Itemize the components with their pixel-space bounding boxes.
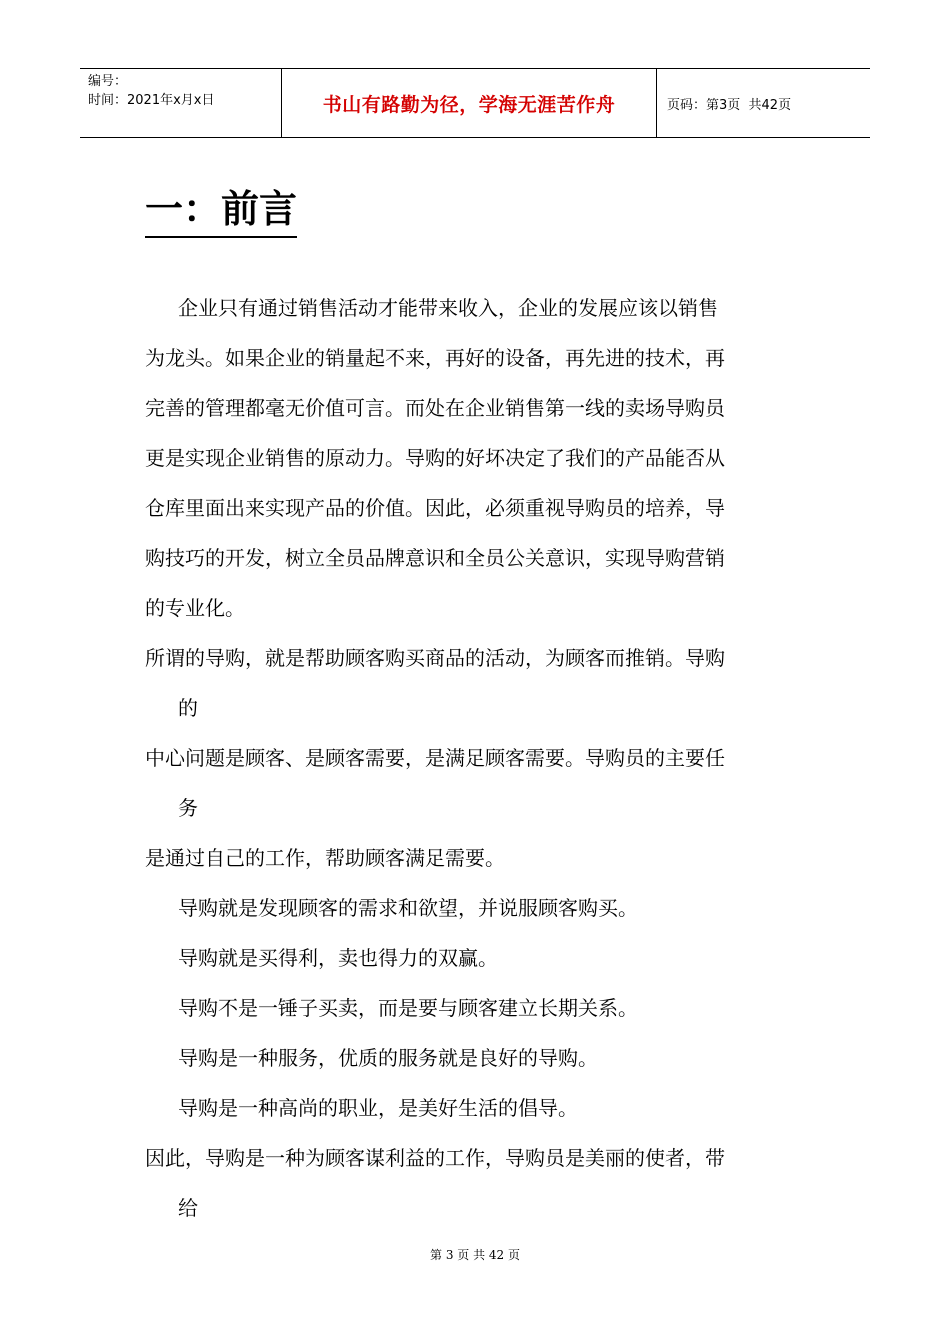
paragraph-line: 仓库里面出来实现产品的价值。因此，必须重视导购员的培养，导: [145, 496, 725, 520]
paragraph-line: 导购是一种高尚的职业，是美好生活的倡导。: [178, 1096, 578, 1120]
paragraph-line: 完善的管理都毫无价值可言。而处在企业销售第一线的卖场导购员: [145, 396, 725, 420]
paragraph-line: 务: [178, 796, 198, 820]
paragraph-line: 导购不是一锤子买卖，而是要与顾客建立长期关系。: [178, 996, 638, 1020]
section-title: 一：前言: [145, 183, 297, 238]
document-date-label: 时间：2021年x月x日: [88, 93, 215, 108]
paragraph-line: 的: [178, 696, 198, 720]
paragraph-line: 企业只有通过销售活动才能带来收入，企业的发展应该以销售: [178, 296, 718, 320]
page-footer: 第 3 页 共 42 页: [430, 1248, 520, 1262]
paragraph-line: 购技巧的开发，树立全员品牌意识和全员公关意识，实现导购营销: [145, 546, 725, 570]
header-motto-cell: [282, 69, 657, 137]
document-body: [145, 283, 810, 1233]
paragraph-line: 所谓的导购，就是帮助顾客购买商品的活动，为顾客而推销。导购: [145, 646, 725, 670]
paragraph-line: 导购是一种服务，优质的服务就是良好的导购。: [178, 1046, 598, 1070]
document-header: [80, 68, 870, 138]
paragraph-line: 因此，导购是一种为顾客谋利益的工作，导购员是美丽的使者，带: [145, 1146, 725, 1170]
paragraph-line: 的专业化。: [145, 596, 245, 620]
header-page-cell: [657, 69, 870, 137]
paragraph-line: 给: [178, 1196, 198, 1220]
header-page-info: 页码：第3页 共42页: [667, 97, 792, 113]
paragraph-line: 中心问题是顾客、是顾客需要，是满足顾客需要。导购员的主要任: [145, 746, 725, 770]
paragraph-line: 是通过自己的工作，帮助顾客满足需要。: [145, 846, 505, 870]
header-motto: 书山有路勤为径，学海无涯苦作舟: [322, 93, 616, 116]
paragraph-line: 导购就是发现顾客的需求和欲望，并说服顾客购买。: [178, 896, 638, 920]
paragraph-line: 导购就是买得利，卖也得力的双赢。: [178, 946, 498, 970]
header-meta-cell: [80, 69, 282, 137]
paragraph-line: 更是实现企业销售的原动力。导购的好坏决定了我们的产品能否从: [145, 446, 725, 470]
document-number-label: 编号：: [88, 74, 128, 89]
paragraph-line: 为龙头。如果企业的销量起不来，再好的设备，再先进的技术，再: [145, 346, 725, 370]
